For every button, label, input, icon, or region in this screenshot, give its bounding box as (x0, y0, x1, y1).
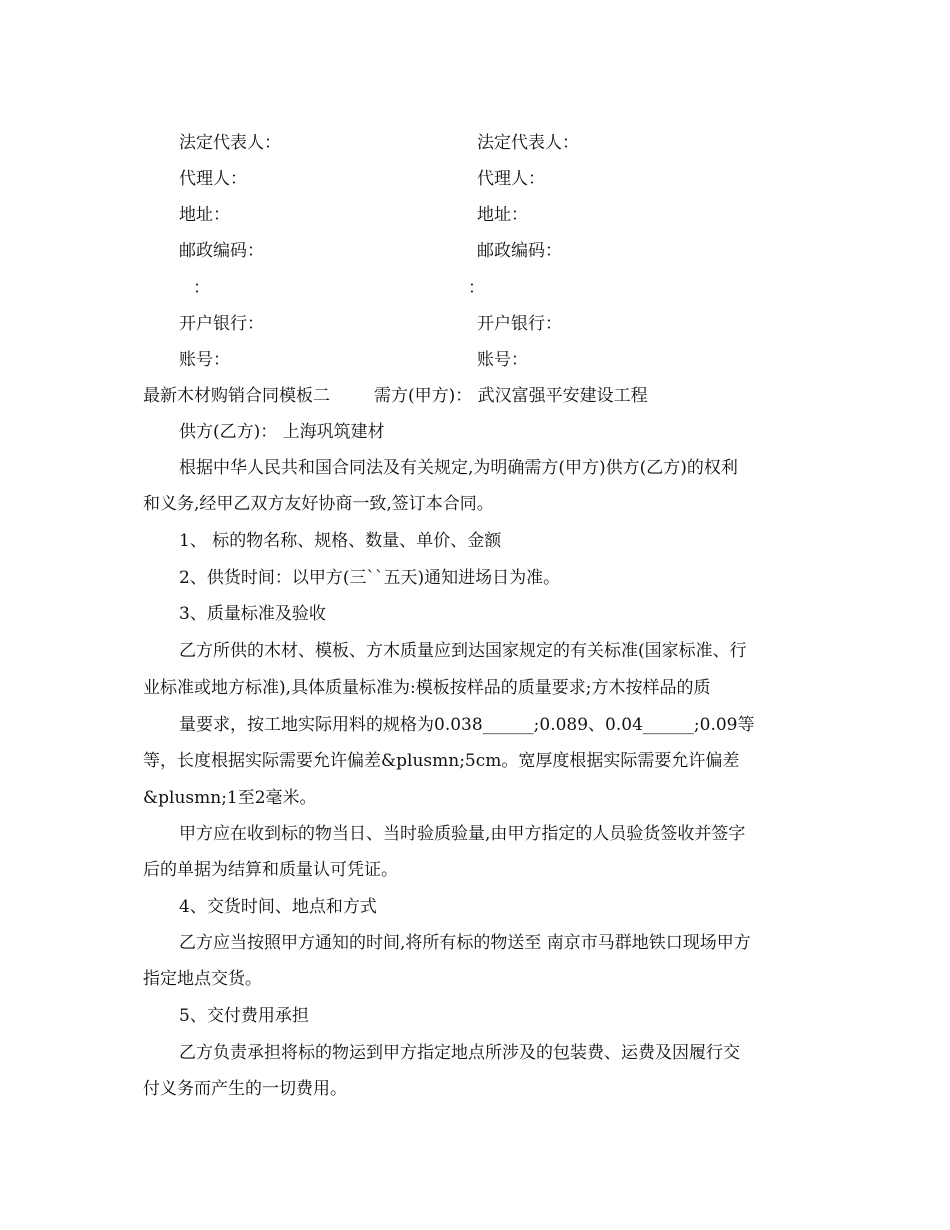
body-line: 和义务,经甲乙双方友好协商一致,签订本合同。 (143, 494, 494, 514)
body-line: 业标准或地方标准),具体质量标准为:模板按样品的质量要求;方木按样品的质 (143, 678, 711, 698)
sig-right-legal-rep: 法定代表人： (477, 133, 579, 153)
sig-left-colon: ： (193, 278, 210, 298)
body-line: 乙方所供的木材、模板、方木质量应到达国家规定的有关标准(国家标准、行 (179, 641, 747, 661)
clause-2-heading: 2、供货时间：以甲方(三``五天)通知进场日为准。 (179, 568, 561, 588)
seller-party: 供方(乙方)： 上海巩筑建材 (179, 422, 385, 442)
sig-left-bank: 开户银行： (179, 314, 264, 334)
sig-left-agent: 代理人： (179, 169, 247, 189)
body-line: 乙方负责承担将标的物运到甲方指定地点所涉及的包装费、运费及因履行交 (179, 1043, 740, 1063)
body-line: 量要求，按工地实际用料的规格为0.038______;0.089、0.04______;0.09等 (179, 715, 755, 735)
body-line: 甲方应在收到标的物当日、当时验质验量,由甲方指定的人员验货签收并签字 (179, 824, 746, 844)
body-line: 根据中华人民共和国合同法及有关规定,为明确需方(甲方)供方(乙方)的权利 (179, 458, 738, 478)
document-title: 最新木材购销合同模板二 (143, 386, 330, 406)
clause-1-heading: 1、 标的物名称、规格、数量、单价、金额 (179, 531, 502, 551)
body-line: &plusmn;1至2毫米。 (143, 788, 317, 808)
sig-left-account: 账号： (179, 350, 230, 370)
body-line: 付义务而产生的一切费用。 (143, 1079, 347, 1099)
sig-right-colon: ： (468, 278, 485, 298)
sig-right-address: 地址： (477, 205, 528, 225)
clause-3-heading: 3、质量标准及验收 (179, 604, 326, 624)
clause-4-heading: 4、交货时间、地点和方式 (179, 897, 377, 917)
sig-left-address: 地址： (179, 205, 230, 225)
buyer-party: 需方(甲方)： 武汉富强平安建设工程 (374, 386, 648, 406)
body-line: 后的单据为结算和质量认可凭证。 (143, 860, 398, 880)
sig-right-postcode: 邮政编码： (477, 241, 562, 261)
sig-left-legal-rep: 法定代表人： (179, 133, 281, 153)
body-line: 指定地点交货。 (143, 969, 262, 989)
body-line: 乙方应当按照甲方通知的时间,将所有标的物送至 南京市马群地铁口现场甲方 (179, 933, 751, 953)
body-line: 等，长度根据实际需要允许偏差&plusmn;5cm。宽厚度根据实际需要允许偏差 (143, 751, 740, 771)
clause-5-heading: 5、交付费用承担 (179, 1006, 309, 1026)
sig-right-account: 账号： (477, 350, 528, 370)
sig-right-agent: 代理人： (477, 169, 545, 189)
title-line (143, 384, 648, 408)
sig-left-postcode: 邮政编码： (179, 241, 264, 261)
sig-right-bank: 开户银行： (477, 314, 562, 334)
